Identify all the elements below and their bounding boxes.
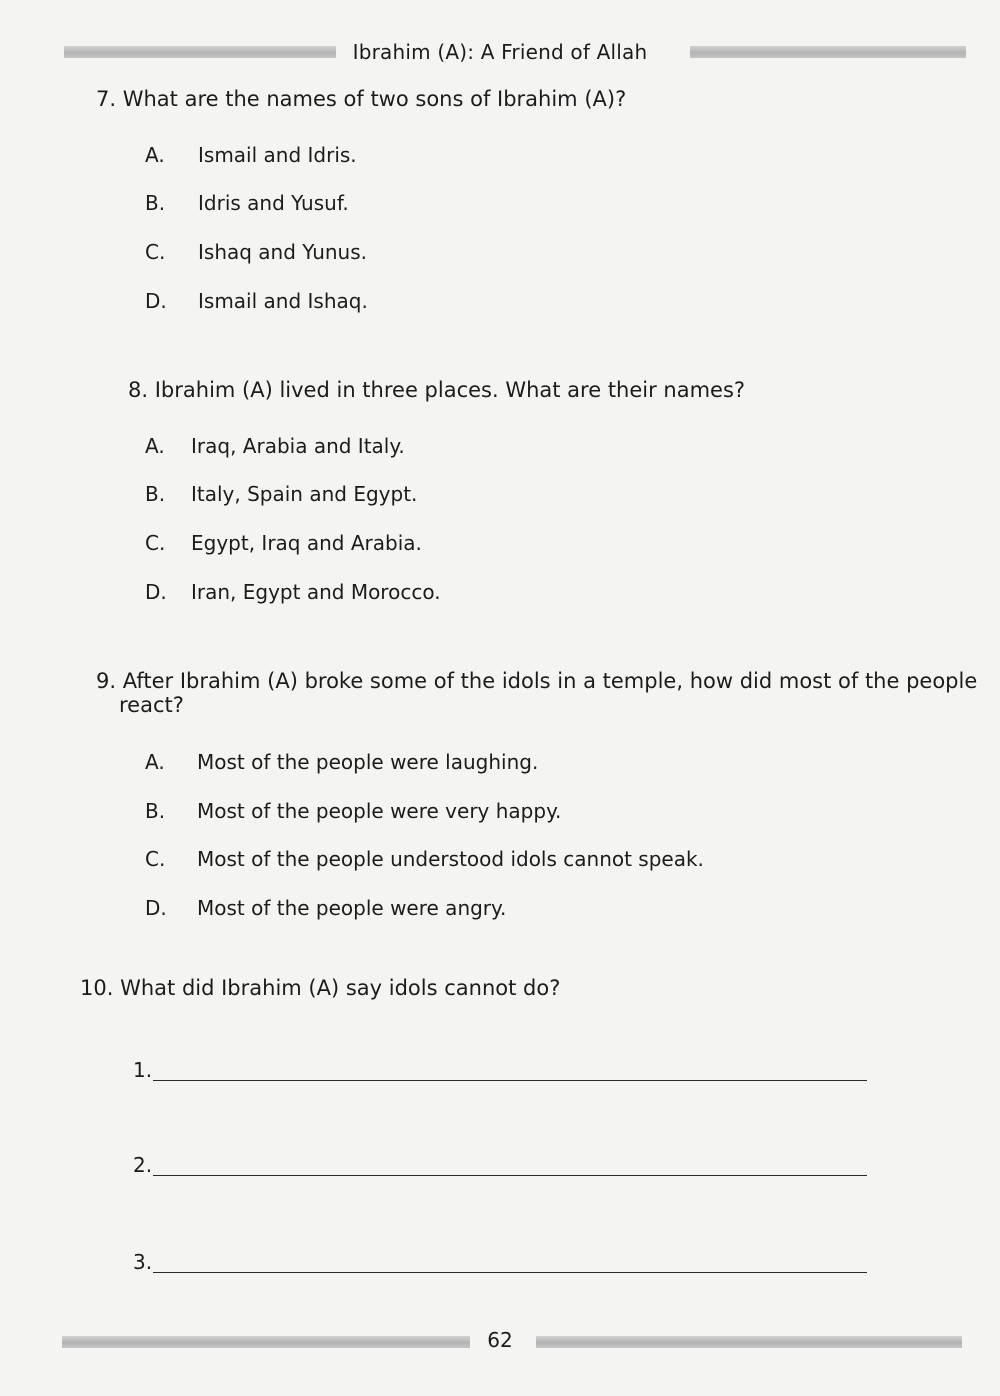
option-letter: B. [145,482,166,506]
question-10 [80,976,560,1000]
option-text: Ismail and Idris. [198,143,357,167]
question-9-option-b [145,799,561,823]
option-text: Most of the people were angry. [197,896,507,920]
question-line-1 [96,669,976,693]
question-number: 10. [80,976,114,1000]
header-title: Ibrahim (A): A Friend of Allah [352,40,648,64]
question-9 [96,669,976,717]
answer-label: 1. [133,1058,153,1082]
answer-rule [153,1272,867,1273]
option-text: Most of the people were very happy. [197,799,562,823]
question-text: What are the names of two sons of Ibrahim (A)? [122,87,627,111]
question-8-option-a [145,434,405,458]
option-text: Ishaq and Yunus. [198,240,368,264]
question-7-option-d [145,289,368,313]
option-letter: B. [145,191,166,215]
option-letter: D. [145,580,167,604]
question-line-2: react? [119,693,184,717]
answer-rule [153,1175,867,1176]
option-letter: C. [145,240,166,264]
option-text: Egypt, Iraq and Arabia. [191,531,422,555]
option-letter: D. [145,289,167,313]
page-number: 62 [487,1328,513,1352]
option-letter: A. [145,434,165,458]
option-text: Italy, Spain and Egypt. [191,482,418,506]
question-7-option-c [145,240,367,264]
option-text: Idris and Yusuf. [198,191,349,215]
question-9-option-d [145,896,506,920]
option-letter: A. [145,750,165,774]
question-8-option-c [145,531,422,555]
question-number: 9. [96,669,117,693]
answer-line-3[interactable] [133,1250,868,1274]
option-letter: C. [145,847,166,871]
option-letter: D. [145,896,167,920]
answer-rule [153,1080,867,1081]
option-text: Most of the people understood idols cannot speak. [197,847,704,871]
question-text: What did Ibrahim (A) say idols cannot do? [120,976,561,1000]
option-text: Iraq, Arabia and Italy. [191,434,405,458]
question-9-option-a [145,750,538,774]
question-8-option-d [145,580,441,604]
question-text: Ibrahim (A) lived in three places. What are their names? [154,378,746,402]
question-number: 7. [96,87,117,111]
question-7-option-a [145,143,357,167]
answer-line-2[interactable] [133,1153,868,1177]
answer-label: 3. [133,1250,153,1274]
question-7-option-b [145,191,349,215]
question-8-option-b [145,482,417,506]
question-8 [128,378,745,402]
question-9-option-c [145,847,704,871]
answer-label: 2. [133,1153,153,1177]
option-letter: B. [145,799,166,823]
option-text: Ismail and Ishaq. [198,289,368,313]
option-letter: A. [145,143,165,167]
option-text: Iran, Egypt and Morocco. [191,580,441,604]
question-number: 8. [128,378,149,402]
option-letter: C. [145,531,166,555]
option-text: Most of the people were laughing. [197,750,539,774]
question-text: After Ibrahim (A) broke some of the idols in a temple, how did most of the people [122,669,978,693]
answer-line-1[interactable] [133,1058,868,1082]
question-7 [96,87,626,111]
